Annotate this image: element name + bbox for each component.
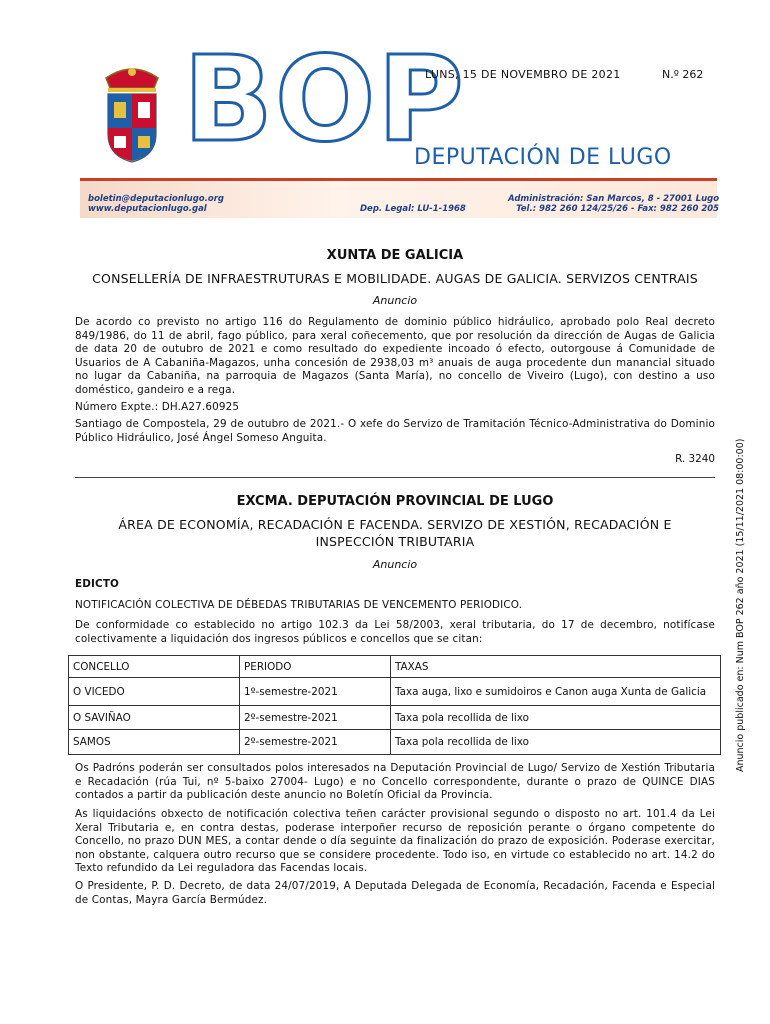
institution-name: DEPUTACIÓN DE LUGO (414, 145, 672, 170)
section1-subtitle: CONSELLERÍA DE INFRAESTRUTURAS E MOBILIDADE. AUGAS DE GALICIA. SERVIZOS CENTRAIS (92, 271, 698, 286)
table-cell: Taxa pola recollida de lixo (391, 730, 721, 755)
section1-expte: Número Expte.: DH.A27.60925 (75, 401, 240, 413)
coat-of-arms-logo (92, 60, 172, 170)
publication-stamp: Anuncio publicado en: Num BOP 262 año 2021 (15/11/2021 08:00:00) (735, 438, 746, 772)
section2-notice: NOTIFICACIÓN COLECTIVA DE DÉBEDAS TRIBUTARIAS DE VENCEMENTO PERIODICO. (75, 599, 523, 611)
table-cell: 2º-semestre-2021 (240, 730, 391, 755)
table-row (69, 706, 721, 730)
contact-left (88, 194, 224, 214)
section1-title: XUNTA DE GALICIA (326, 248, 464, 263)
table-header-cell: CONCELLO (69, 656, 240, 678)
section2-intro: De conformidade co establecido no artigo 102.3 da Lei 58/2003, xeral tributaria, do 17 de decembro, notifícase colectivamente a liquidación dos ingresos públicos e concellos que se citan: (75, 619, 715, 645)
table-cell: 1º-semestre-2021 (240, 678, 391, 706)
table-cell: O VICEDO (69, 678, 240, 706)
section2-paragraph-2: As liquidacións obxecto de notificación colectiva teñen carácter provisional segundo o disposto no art. 101.4 da Lei Xeral Tributaria e, en contra destas, poderase interpoñer recurso de reposición perante o órgano competente do Concello, no prazo DUN MES, a contar dende o día seguinte da finalización do prazo de exposición. Poderase exercitar, non obstante, calquera outro recurso que se considere procedente. Todo iso, en virtude co establecido no art. 14.2 do Texto refundido da Lei reguladora das Facendas locais. (75, 808, 715, 875)
taxes-table (68, 655, 721, 755)
table-cell: 2º-semestre-2021 (240, 706, 391, 730)
legal-deposit: Dep. Legal: LU-1-1968 (360, 204, 466, 214)
table-cell: SAMOS (69, 730, 240, 755)
table-row (69, 730, 721, 755)
email-link[interactable]: boletin@deputacionlugo.org (88, 194, 224, 204)
table-header-cell: PERIODO (240, 656, 391, 678)
issue-date: LUNS, 15 DE NOVEMBRO DE 2021 (425, 68, 621, 81)
section1-paragraph-1: De acordo co previsto no artigo 116 do Regulamento de dominio público hidráulico, aprobado polo Real decreto 849/1986, do 11 de abril, fago público, para xeral coñecemento, que por resolución da dirección de Augas de Galicia de data 20 de outubro de 2021 e como resultado do expediente incoado ó efecto, outorgouse á Comunidade de Usuarios de A Cabaniña-Magazos, unha concesión de 2938,03 m³ anuais de auga procedente dun manancial situado no lugar da Cabaniña, na parroquia de Magazos (Santa María), no concello de Viveiro (Lugo), con destino a uso doméstico, gandeiro e a rega. (75, 316, 715, 396)
section1-label: Anuncio (372, 294, 418, 307)
table-cell: O SAVIÑAO (69, 706, 240, 730)
section1-ref: R. 3240 (675, 453, 715, 465)
section2-label: Anuncio (372, 558, 418, 571)
section2-title: EXCMA. DEPUTACIÓN PROVINCIAL DE LUGO (236, 494, 554, 509)
address: Administración: San Marcos, 8 - 27001 Lugo (508, 194, 720, 204)
table-header-row (69, 656, 721, 678)
section2-signature: O Presidente, P. D. Decreto, de data 24/07/2019, A Deputada Delegada de Economía, Recadación, Facenda e Especial de Contas, Mayra García Bermúdez. (75, 880, 715, 906)
phones: Tel.: 982 260 124/25/26 - Fax: 982 260 205 (516, 204, 720, 214)
issue-number: N.º 262 (662, 68, 704, 81)
section-divider (75, 477, 715, 478)
section2-subtitle-2: INSPECCIÓN TRIBUTARIA (315, 534, 475, 549)
bop-logo: BOP (183, 30, 466, 168)
website-link[interactable]: www.deputacionlugo.gal (88, 204, 207, 214)
table-cell: Taxa auga, lixo e sumidoiros e Canon auga Xunta de Galicia (391, 678, 721, 706)
section2-edicto: EDICTO (75, 578, 120, 590)
contact-right (508, 194, 719, 214)
section1-paragraph-2: Santiago de Compostela, 29 de outubro de 2021.- O xefe do Servizo de Tramitación Técnico-Administrativa do Dominio Público Hidráulico, José Ángel Someso Anguita. (75, 418, 715, 444)
section2-paragraph-1: Os Padróns poderán ser consultados polos interesados na Deputación Provincial de Lugo/ Servizo de Xestión Tributaria e Recadación (rúa Tui, nº 5-baixo 27004- Lugo) e no Concello correspondente, durante o prazo de QUINCE DIAS contados a partir da publicación deste anuncio no Boletín Oficial da Provincia. (75, 762, 715, 802)
table-header-cell: TAXAS (391, 656, 721, 678)
table-row (69, 678, 721, 706)
table-cell: Taxa pola recollida de lixo (391, 706, 721, 730)
section2-subtitle-1: ÁREA DE ECONOMÍA, RECADACIÓN E FACENDA. SERVIZO DE XESTIÓN, RECADACIÓN E (118, 517, 672, 532)
